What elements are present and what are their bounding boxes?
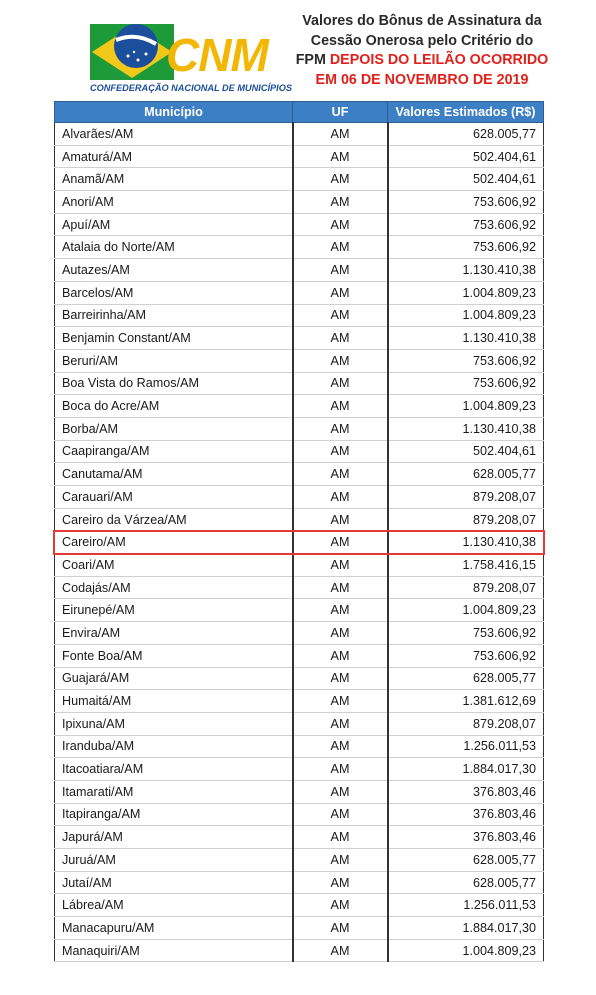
cell-municipio: Careiro/AM: [55, 531, 293, 554]
table-row: [55, 508, 544, 531]
title-line-4: EM 06 DE NOVEMBRO DE 2019: [315, 71, 529, 88]
cell-uf: AM: [293, 168, 388, 191]
table-row: [55, 849, 544, 872]
cell-uf: AM: [293, 622, 388, 645]
table-row: [55, 826, 544, 849]
title-line-3: [278, 51, 566, 71]
cell-municipio: Borba/AM: [55, 417, 293, 440]
cell-valor: 502.404,61: [388, 168, 544, 191]
cell-uf: AM: [293, 939, 388, 962]
column-header-municipio: Município: [55, 102, 293, 123]
table-row: [55, 894, 544, 917]
table-row: [55, 780, 544, 803]
cell-valor: 1.884.017,30: [388, 758, 544, 781]
cell-valor: 879.208,07: [388, 712, 544, 735]
cell-uf: AM: [293, 735, 388, 758]
brazil-flag-icon: [88, 12, 178, 82]
cell-valor: 1.130.410,38: [388, 531, 544, 554]
cell-uf: AM: [293, 236, 388, 259]
cell-valor: 502.404,61: [388, 440, 544, 463]
table-row: [55, 213, 544, 236]
cell-valor: 879.208,07: [388, 508, 544, 531]
cell-municipio: Envira/AM: [55, 622, 293, 645]
table-row: [55, 576, 544, 599]
cell-uf: AM: [293, 554, 388, 577]
table-row: [55, 463, 544, 486]
cell-municipio: Itamarati/AM: [55, 780, 293, 803]
cell-uf: AM: [293, 803, 388, 826]
table-row: [55, 123, 544, 146]
cell-municipio: Coari/AM: [55, 554, 293, 577]
cell-uf: AM: [293, 486, 388, 509]
table-row: [55, 191, 544, 214]
cell-valor: 628.005,77: [388, 849, 544, 872]
cell-municipio: Iranduba/AM: [55, 735, 293, 758]
cell-uf: AM: [293, 191, 388, 214]
table-row: [55, 281, 544, 304]
cell-municipio: Alvarães/AM: [55, 123, 293, 146]
cell-uf: AM: [293, 917, 388, 940]
table-row: [55, 667, 544, 690]
cell-uf: AM: [293, 349, 388, 372]
logo-wordmark: CNM: [166, 29, 268, 81]
cell-valor: 1.130.410,38: [388, 327, 544, 350]
cell-municipio: Canutama/AM: [55, 463, 293, 486]
cell-uf: AM: [293, 395, 388, 418]
cell-uf: AM: [293, 712, 388, 735]
cell-valor: 628.005,77: [388, 667, 544, 690]
cell-uf: AM: [293, 508, 388, 531]
cell-uf: AM: [293, 644, 388, 667]
cell-municipio: Lábrea/AM: [55, 894, 293, 917]
cell-valor: 1.758.416,15: [388, 554, 544, 577]
cell-valor: 502.404,61: [388, 145, 544, 168]
cell-municipio: Itapiranga/AM: [55, 803, 293, 826]
cell-valor: 628.005,77: [388, 123, 544, 146]
cell-valor: 1.256.011,53: [388, 735, 544, 758]
cell-valor: 376.803,46: [388, 803, 544, 826]
cnm-logo: [88, 12, 292, 98]
cell-uf: AM: [293, 871, 388, 894]
cell-municipio: Barreirinha/AM: [55, 304, 293, 327]
table-row: [55, 531, 544, 554]
table-row: [55, 236, 544, 259]
cell-valor: 753.606,92: [388, 349, 544, 372]
cell-valor: 1.004.809,23: [388, 304, 544, 327]
cell-uf: AM: [293, 849, 388, 872]
cell-valor: 628.005,77: [388, 463, 544, 486]
table-row: [55, 486, 544, 509]
cell-valor: 753.606,92: [388, 372, 544, 395]
cell-uf: AM: [293, 123, 388, 146]
cell-municipio: Boca do Acre/AM: [55, 395, 293, 418]
column-header-uf: UF: [293, 102, 388, 123]
cell-valor: 1.884.017,30: [388, 917, 544, 940]
cell-municipio: Jutaí/AM: [55, 871, 293, 894]
cell-municipio: Careiro da Várzea/AM: [55, 508, 293, 531]
cell-municipio: Atalaia do Norte/AM: [55, 236, 293, 259]
cell-valor: 1.256.011,53: [388, 894, 544, 917]
cell-valor: 1.004.809,23: [388, 395, 544, 418]
title-line-3-prefix: FPM: [295, 52, 326, 68]
cell-valor: 376.803,46: [388, 826, 544, 849]
table-row: [55, 440, 544, 463]
cell-uf: AM: [293, 576, 388, 599]
table-row: [55, 349, 544, 372]
document-title: [278, 12, 566, 90]
cell-municipio: Beruri/AM: [55, 349, 293, 372]
title-line-2: Cessão Onerosa pelo Critério do: [310, 32, 534, 49]
cell-valor: 1.130.410,38: [388, 417, 544, 440]
cell-valor: 753.606,92: [388, 213, 544, 236]
cell-municipio: Guajará/AM: [55, 667, 293, 690]
cell-valor: 1.130.410,38: [388, 259, 544, 282]
cell-valor: 1.381.612,69: [388, 690, 544, 713]
cell-municipio: Manaquiri/AM: [55, 939, 293, 962]
cell-uf: AM: [293, 259, 388, 282]
column-header-valores: Valores Estimados (R$): [388, 102, 544, 123]
table-row: [55, 259, 544, 282]
table-row: [55, 803, 544, 826]
cell-uf: AM: [293, 894, 388, 917]
cell-municipio: Barcelos/AM: [55, 281, 293, 304]
cell-uf: AM: [293, 780, 388, 803]
cell-uf: AM: [293, 826, 388, 849]
cell-municipio: Anori/AM: [55, 191, 293, 214]
cell-municipio: Benjamin Constant/AM: [55, 327, 293, 350]
table-row: [55, 599, 544, 622]
cell-municipio: Eirunepé/AM: [55, 599, 293, 622]
cell-uf: AM: [293, 327, 388, 350]
cell-municipio: Itacoatiara/AM: [55, 758, 293, 781]
cell-municipio: Codajás/AM: [55, 576, 293, 599]
table-row: [55, 327, 544, 350]
cell-municipio: Juruá/AM: [55, 849, 293, 872]
table-row: [55, 372, 544, 395]
cell-municipio: Ipixuna/AM: [55, 712, 293, 735]
cell-municipio: Autazes/AM: [55, 259, 293, 282]
cell-uf: AM: [293, 531, 388, 554]
cell-valor: 376.803,46: [388, 780, 544, 803]
table-row: [55, 871, 544, 894]
table-row: [55, 917, 544, 940]
table-body: [55, 123, 544, 962]
table-row: [55, 417, 544, 440]
cell-uf: AM: [293, 304, 388, 327]
cell-uf: AM: [293, 440, 388, 463]
title-line-1: Valores do Bônus de Assinatura da: [302, 13, 542, 29]
cell-valor: 628.005,77: [388, 871, 544, 894]
cell-uf: AM: [293, 281, 388, 304]
cell-valor: 1.004.809,23: [388, 939, 544, 962]
cell-uf: AM: [293, 690, 388, 713]
table-row: [55, 622, 544, 645]
values-table: [54, 101, 544, 962]
table-header-row: [55, 102, 544, 123]
table-row: [55, 644, 544, 667]
cell-uf: AM: [293, 667, 388, 690]
table-row: [55, 712, 544, 735]
cell-municipio: Anamã/AM: [55, 168, 293, 191]
table-row: [55, 145, 544, 168]
cell-uf: AM: [293, 463, 388, 486]
cell-valor: 753.606,92: [388, 644, 544, 667]
cell-municipio: Apuí/AM: [55, 213, 293, 236]
cell-uf: AM: [293, 372, 388, 395]
table-row: [55, 168, 544, 191]
cell-valor: 753.606,92: [388, 236, 544, 259]
table-row: [55, 758, 544, 781]
cell-valor: 879.208,07: [388, 576, 544, 599]
cell-valor: 879.208,07: [388, 486, 544, 509]
table-row: [55, 690, 544, 713]
cell-uf: AM: [293, 417, 388, 440]
cell-municipio: Amaturá/AM: [55, 145, 293, 168]
cell-municipio: Fonte Boa/AM: [55, 644, 293, 667]
cell-uf: AM: [293, 145, 388, 168]
cell-uf: AM: [293, 599, 388, 622]
cell-municipio: Japurá/AM: [55, 826, 293, 849]
title-line-3-highlight: DEPOIS DO LEILÃO OCORRIDO: [329, 52, 549, 68]
cell-municipio: Caapiranga/AM: [55, 440, 293, 463]
cell-valor: 753.606,92: [388, 622, 544, 645]
cell-municipio: Boa Vista do Ramos/AM: [55, 372, 293, 395]
cell-municipio: Manacapuru/AM: [55, 917, 293, 940]
cell-uf: AM: [293, 758, 388, 781]
cell-uf: AM: [293, 213, 388, 236]
logo-subtitle: CONFEDERAÇÃO NACIONAL DE MUNICÍPIOS: [90, 83, 292, 93]
table-row: [55, 304, 544, 327]
cell-valor: 753.606,92: [388, 191, 544, 214]
cell-valor: 1.004.809,23: [388, 281, 544, 304]
cell-valor: 1.004.809,23: [388, 599, 544, 622]
table-row: [55, 395, 544, 418]
cell-municipio: Carauari/AM: [55, 486, 293, 509]
table-row: [55, 735, 544, 758]
table-row: [55, 939, 544, 962]
cell-municipio: Humaitá/AM: [55, 690, 293, 713]
table-row: [55, 554, 544, 577]
